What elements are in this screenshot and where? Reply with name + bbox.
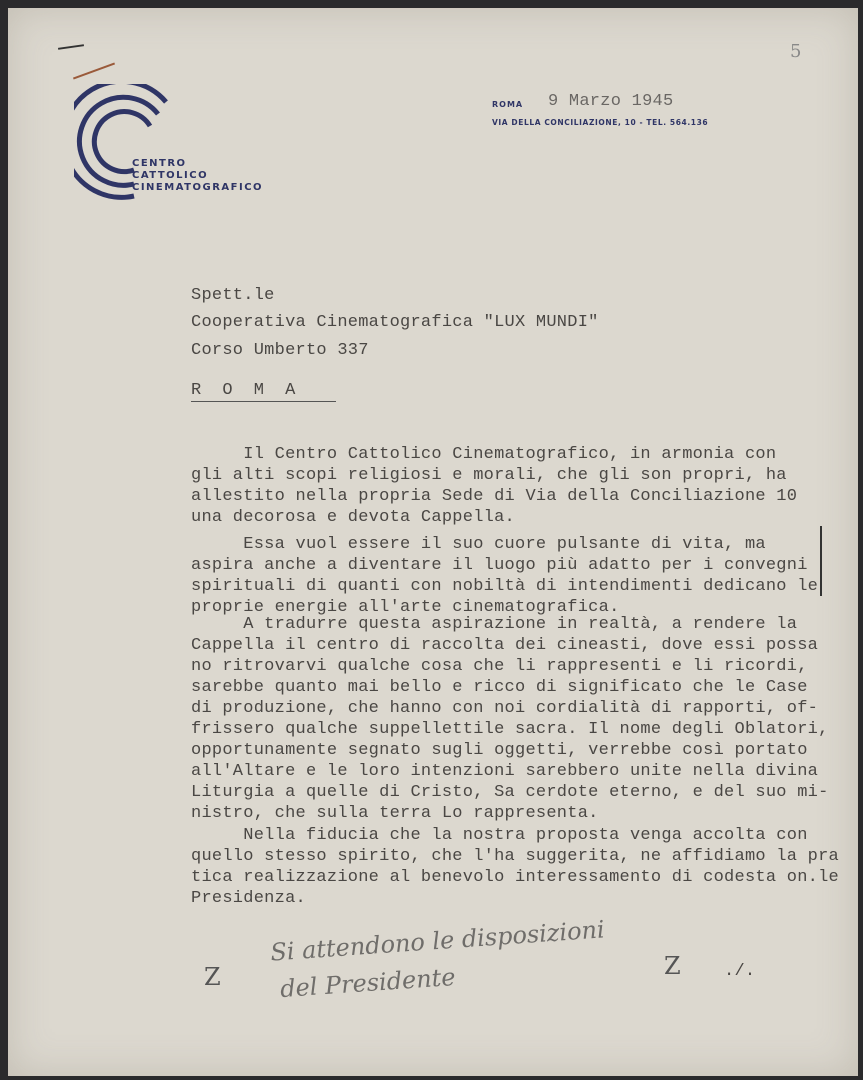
letterhead-organization bbox=[132, 158, 263, 194]
letter-page bbox=[8, 8, 858, 1076]
body-line: opportunamente segnato sugli oggetti, verrebbe così portato bbox=[191, 741, 808, 760]
body-line: una decorosa e devota Cappella. bbox=[191, 508, 516, 527]
body-line: gli alti scopi religiosi e morali, che gli son propri, ha bbox=[191, 466, 787, 485]
body-line: all'Altare e le loro intenzioni sarebbero unite nella divina bbox=[191, 762, 819, 781]
recipient-line: Spett.le bbox=[191, 286, 275, 305]
logo-line: CATTOLICO bbox=[132, 170, 209, 181]
body-line: proprie energie all'arte cinematografica. bbox=[191, 598, 620, 617]
body-line: Il Centro Cattolico Cinematografico, in armonia con bbox=[191, 445, 777, 464]
recipient-city: R O M A bbox=[191, 381, 336, 402]
recipient-line: Corso Umberto 337 bbox=[191, 341, 369, 360]
body-line: aspira anche a diventare il luogo più adatto per i convegni bbox=[191, 556, 808, 575]
margin-mark: Z bbox=[204, 963, 221, 991]
pen-mark bbox=[58, 44, 84, 50]
body-line: no ritrovarvi qualche cosa che li rappresenti e li ricordi, bbox=[191, 657, 808, 676]
handwritten-note-line: del Presidente bbox=[279, 962, 457, 1004]
body-line: frissero qualche suppellettile sacra. Il nome degli Oblatori, bbox=[191, 720, 829, 739]
body-line: Presidenza. bbox=[191, 889, 306, 908]
body-line: Nella fiducia che la nostra proposta venga accolta con bbox=[191, 826, 808, 845]
logo-line: CENTRO bbox=[132, 158, 187, 169]
handwritten-note-line: Si attendono le disposizioni bbox=[269, 915, 606, 967]
body-line: A tradurre questa aspirazione in realtà, a rendere la bbox=[191, 615, 798, 634]
letterhead-address: VIA DELLA CONCILIAZIONE, 10 - TEL. 564.136 bbox=[492, 118, 709, 127]
margin-mark: Z bbox=[664, 952, 681, 980]
letterhead-city: ROMA bbox=[492, 100, 524, 109]
logo-line: CINEMATOGRAFICO bbox=[132, 182, 264, 193]
body-line: Liturgia a quelle di Cristo, Sa cerdote eterno, e del suo mi- bbox=[191, 783, 829, 802]
body-line: Essa vuol essere il suo cuore pulsante di vita, ma bbox=[191, 535, 766, 554]
letter-date: 9 Marzo 1945 bbox=[548, 92, 674, 111]
body-line: nistro, che sulla terra Lo rappresenta. bbox=[191, 804, 599, 823]
body-line: quello stesso spirito, che l'ha suggerita, ne affidiamo la pra bbox=[191, 847, 840, 866]
body-line: Cappella il centro di raccolta dei cineasti, dove essi possa bbox=[191, 636, 819, 655]
body-line: tica realizzazione al benevolo interessamento di codesta on.le bbox=[191, 868, 840, 887]
body-line: allestito nella propria Sede di Via della Conciliazione 10 bbox=[191, 487, 798, 506]
margin-line bbox=[820, 526, 822, 596]
body-line: sarebbe quanto mai bello e ricco di significato che le Case bbox=[191, 678, 808, 697]
body-line: spirituali di quanti con nobiltà di intendimenti dedicano le bbox=[191, 577, 819, 596]
pen-mark bbox=[73, 63, 115, 80]
recipient-line: Cooperativa Cinematografica "LUX MUNDI" bbox=[191, 313, 599, 332]
page-number: 5 bbox=[790, 41, 802, 62]
end-mark: ./. bbox=[724, 962, 756, 981]
body-line: di produzione, che hanno con noi cordialità di rapporti, of- bbox=[191, 699, 819, 718]
